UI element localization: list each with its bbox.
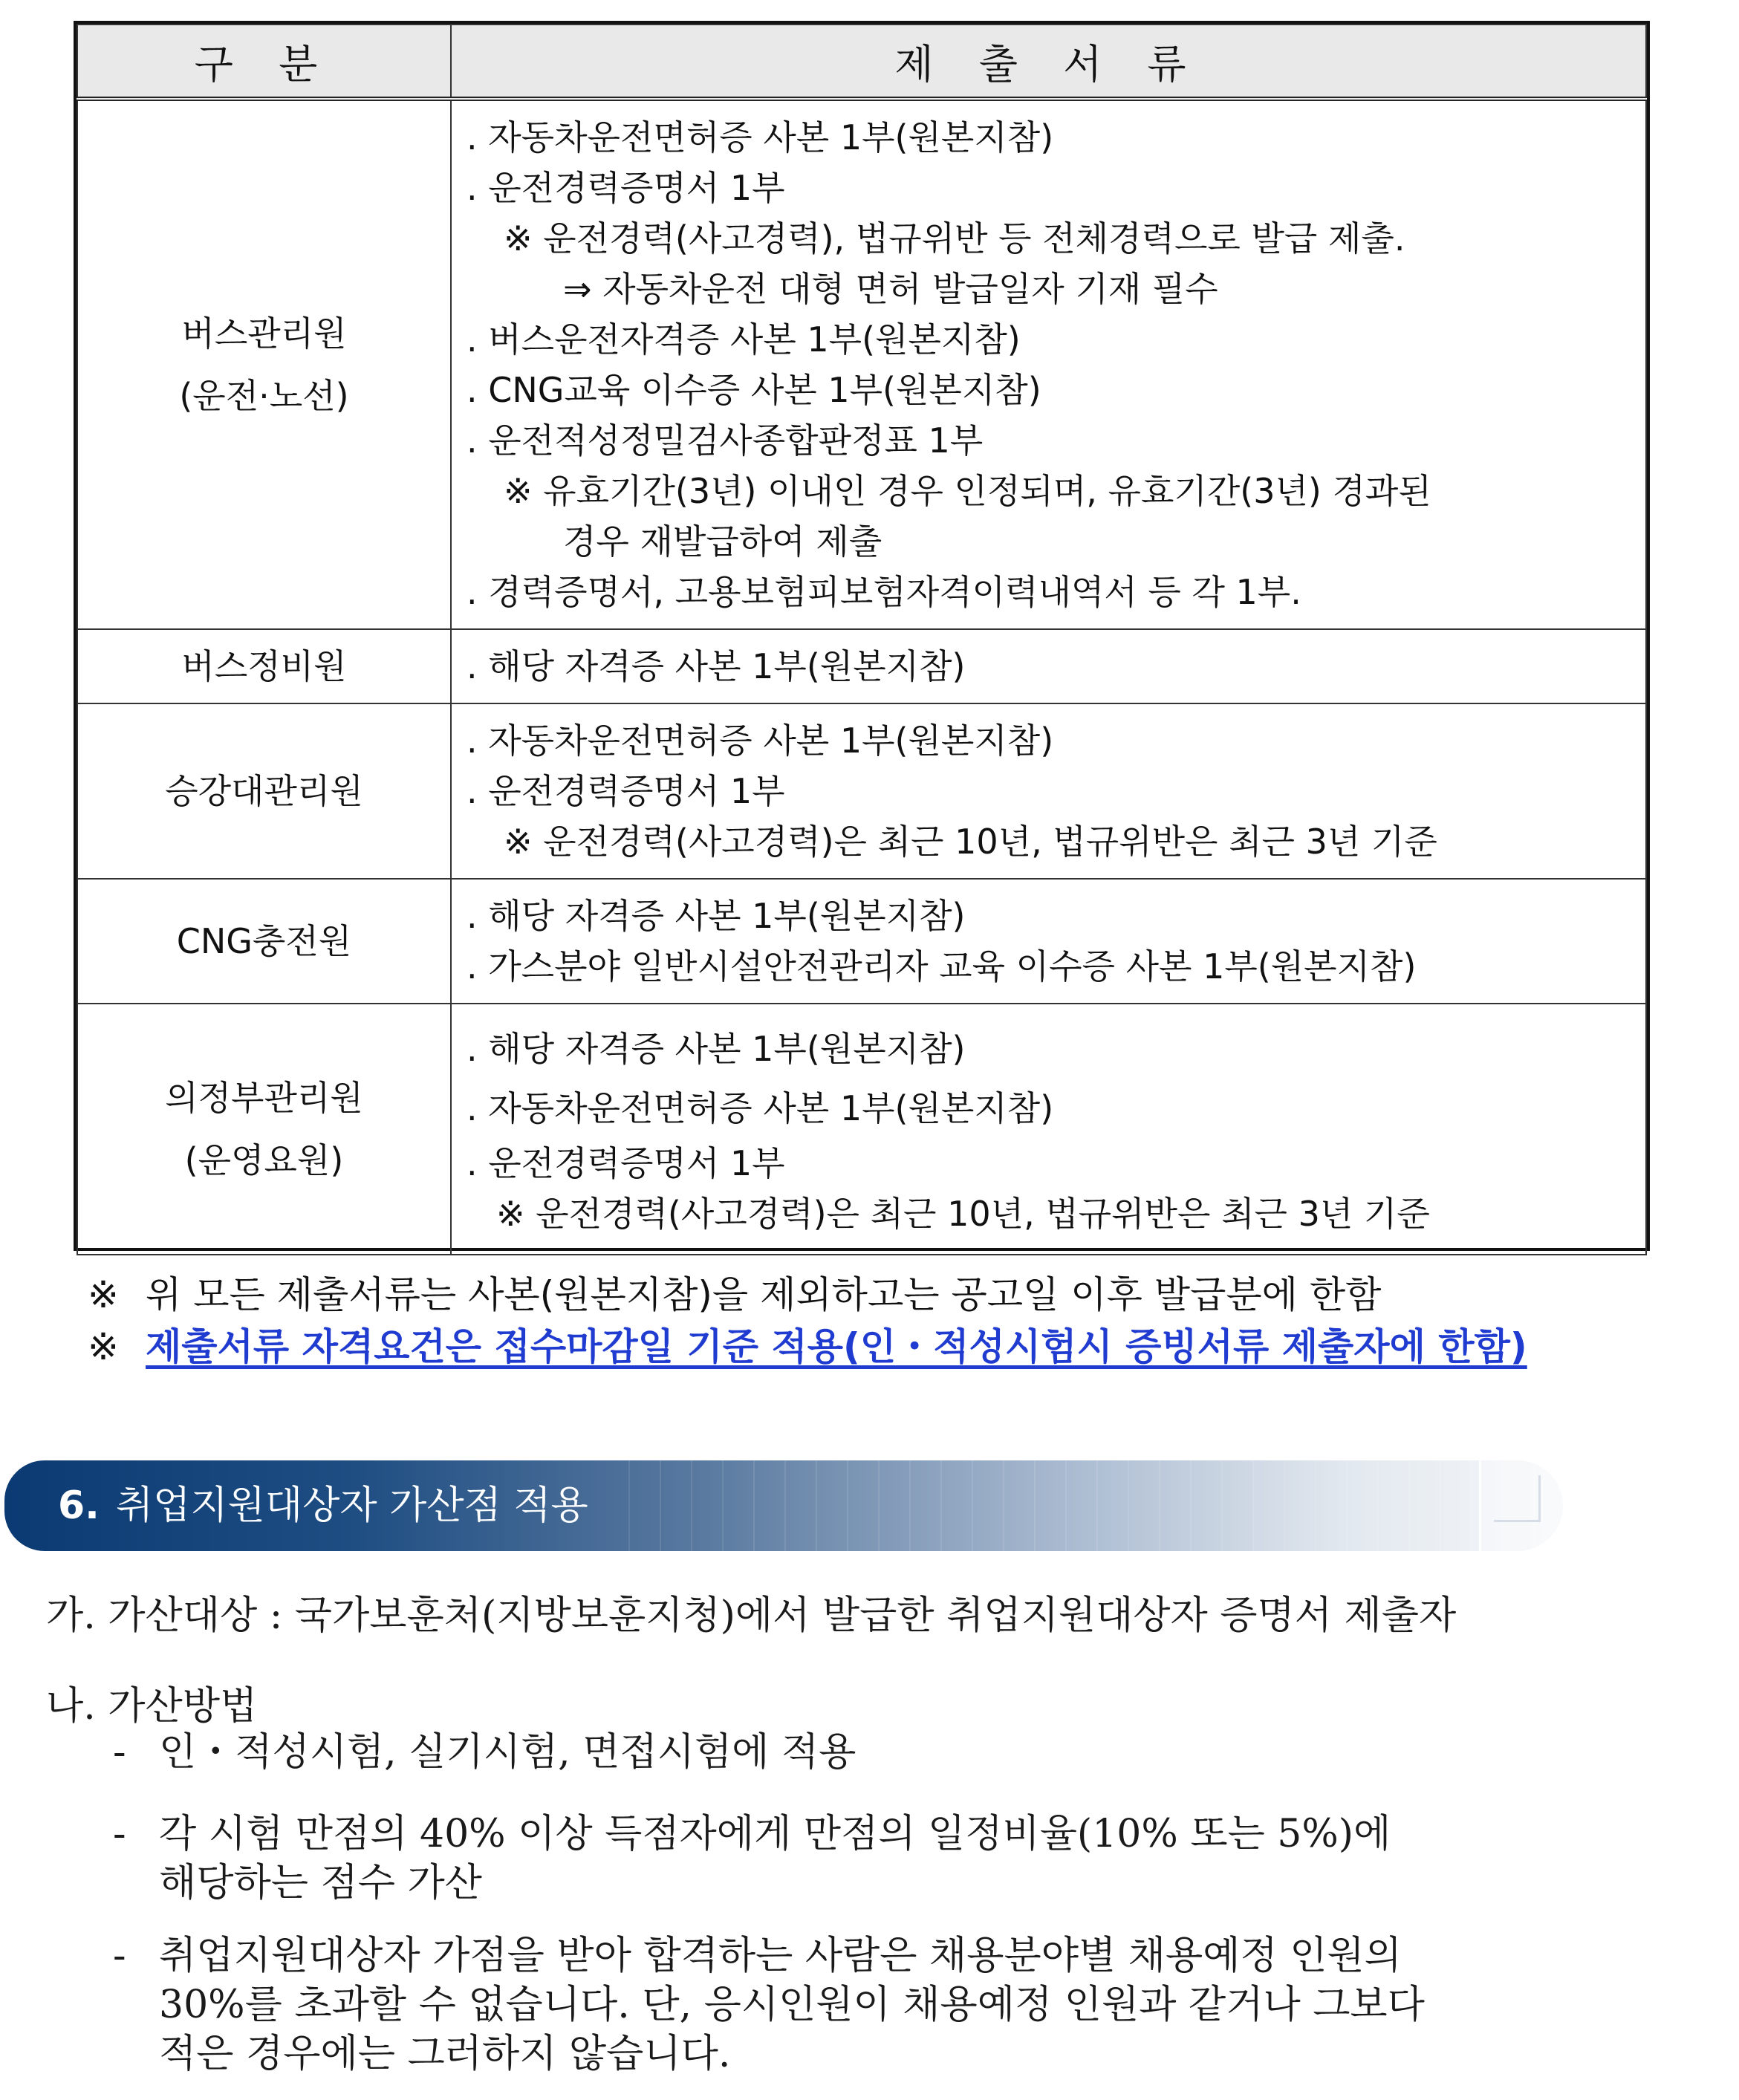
paragraph-ga: 가. 가산대상 : 국가보훈처(지방보훈지청)에서 발급한 취업지원대상자 증명서 제출자 xyxy=(46,1593,1457,1638)
document-line: . 운전적성정밀검사종합판정표 1부 xyxy=(467,420,984,461)
category-cell xyxy=(77,1004,451,1255)
section-banner xyxy=(4,1460,1563,1551)
dash-bullet: - xyxy=(113,1934,126,1978)
list-item xyxy=(113,1810,1391,1908)
document-line: . 자동차운전면허증 사본 1부(원본지참) xyxy=(467,721,1054,761)
category-label: 승강대관리원 xyxy=(165,771,363,811)
document-line: . CNG교육 이수증 사본 1부(원본지참) xyxy=(467,370,1041,410)
document-line: . 해당 자격증 사본 1부(원본지참) xyxy=(467,1029,966,1069)
document-line: . 버스운전자격증 사본 1부(원본지참) xyxy=(467,319,1021,360)
note-mark: ※ xyxy=(88,1273,119,1316)
list-item-text: 취업지원대상자 가점을 받아 합격하는 사람은 채용분야별 채용예정 인원의 xyxy=(159,1934,1402,1978)
table-row xyxy=(77,703,1646,879)
documents-table xyxy=(74,21,1650,1251)
list-item-continuation: 30%를 초과할 수 없습니다. 단, 응시인원이 채용예정 인원과 같거나 그보다 xyxy=(159,1983,1425,2027)
list-item-continuation: 적은 경우에는 그러하지 않습니다. xyxy=(159,2032,731,2076)
list-item-text: 각 시험 만점의 40% 이상 득점자에게 만점의 일정비율(10% 또는 5%)에 xyxy=(159,1812,1391,1856)
documents-cell xyxy=(451,99,1646,629)
document-line: . 자동차운전면허증 사본 1부(원본지참) xyxy=(467,117,1054,157)
document-note: ⇒ 자동차운전 대형 면허 발급일자 기재 필수 xyxy=(563,269,1218,309)
category-sublabel: (운영요원) xyxy=(184,1140,344,1180)
document-line: . 해당 자격증 사본 1부(원본지참) xyxy=(467,896,966,936)
document-note: ※ 유효기간(3년) 이내인 경우 인정되며, 유효기간(3년) 경과된 xyxy=(504,471,1431,511)
list-item xyxy=(113,1931,1425,2078)
section-number: 6. xyxy=(58,1483,100,1528)
note-line xyxy=(88,1321,1527,1373)
note-text-emphasis: 제출서류 자격요건은 접수마감일 기준 적용(인・적성시험시 증빙서류 제출자에 한함) xyxy=(146,1325,1527,1368)
document-note: ※ 운전경력(사고경력), 법규위반 등 전체경력으로 발급 제출. xyxy=(504,218,1405,259)
document-note: ※ 운전경력(사고경력)은 최근 10년, 법규위반은 최근 3년 기준 xyxy=(496,1194,1430,1234)
document-line: . 운전경력증명서 1부 xyxy=(467,771,785,811)
list-item-text: 인・적성시험, 실기시험, 면접시험에 적용 xyxy=(159,1730,857,1775)
header-category: 구 분 xyxy=(77,25,451,99)
note-text: 위 모든 제출서류는 사본(원본지참)을 제외하고는 공고일 이후 발급분에 한함 xyxy=(146,1273,1382,1316)
document-line: . 가스분야 일반시설안전관리자 교육 이수증 사본 1부(원본지참) xyxy=(467,946,1417,986)
list-item-continuation: 해당하는 점수 가산 xyxy=(159,1861,482,1905)
document-line: . 운전경력증명서 1부 xyxy=(467,168,785,208)
document-line: . 운전경력증명서 1부 xyxy=(467,1143,785,1183)
paragraph-na: 나. 가산방법 xyxy=(46,1684,258,1729)
documents-cell xyxy=(451,879,1646,1004)
table-header-row xyxy=(77,25,1646,99)
list-item xyxy=(113,1728,856,1777)
section-title xyxy=(58,1460,588,1551)
category-cell xyxy=(77,99,451,629)
note-line xyxy=(88,1269,1527,1321)
section-title-text: 취업지원대상자 가산점 적용 xyxy=(115,1483,588,1528)
dash-bullet: - xyxy=(113,1730,126,1775)
banner-stripes xyxy=(628,1460,1563,1551)
category-sublabel: (운전·노선) xyxy=(179,376,349,416)
category-cell xyxy=(77,879,451,1004)
table-row xyxy=(77,1004,1646,1255)
document-note: ※ 운전경력(사고경력)은 최근 10년, 법규위반은 최근 3년 기준 xyxy=(504,822,1437,862)
table-row xyxy=(77,629,1646,703)
category-label: CNG충전원 xyxy=(176,921,352,961)
table-row xyxy=(77,99,1646,629)
document-line: . 경력증명서, 고용보험피보험자격이력내역서 등 각 1부. xyxy=(467,572,1301,612)
category-cell xyxy=(77,703,451,879)
document-line: . 해당 자격증 사본 1부(원본지참) xyxy=(467,646,966,686)
header-documents: 제 출 서 류 xyxy=(451,25,1646,99)
banner-corner-line xyxy=(1494,1475,1541,1522)
note-mark: ※ xyxy=(88,1325,119,1368)
table-row xyxy=(77,879,1646,1004)
dash-bullet: - xyxy=(113,1812,126,1856)
table-notes xyxy=(88,1269,1527,1373)
documents-cell xyxy=(451,703,1646,879)
documents-cell xyxy=(451,629,1646,703)
document-note: 경우 재발급하여 제출 xyxy=(563,521,882,562)
category-label: 버스정비원 xyxy=(181,646,347,686)
document-line: . 자동차운전면허증 사본 1부(원본지참) xyxy=(467,1088,1054,1128)
category-cell xyxy=(77,629,451,703)
category-label: 버스관리원 xyxy=(181,313,347,354)
documents-cell xyxy=(451,1004,1646,1255)
category-label: 의정부관리원 xyxy=(165,1078,363,1118)
